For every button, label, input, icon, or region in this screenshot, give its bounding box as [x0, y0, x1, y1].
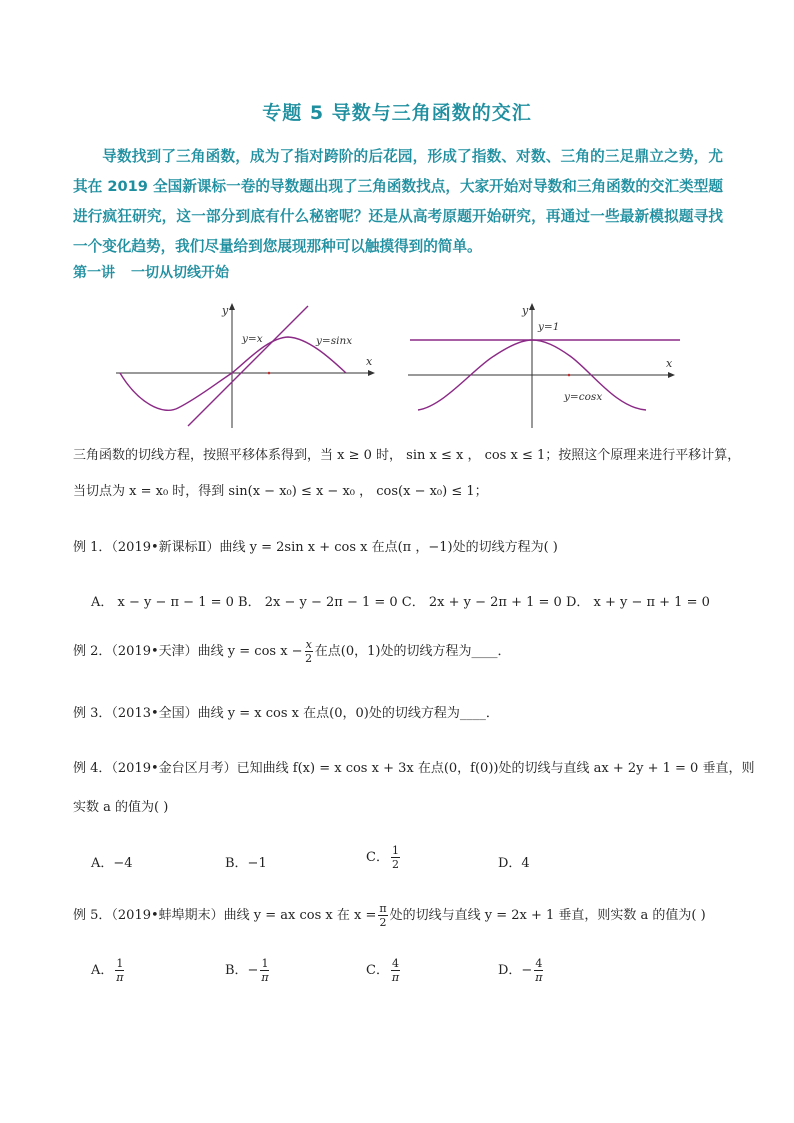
example-2-stem — [73, 638, 510, 665]
tangent-line — [188, 306, 308, 426]
example-1-stem: 例 1．（2019•新课标Ⅱ）曲线 y = 2sin x + cos x 在点(π ，−1)处的切线方程为( ) — [73, 540, 558, 555]
x-axis-label: x — [666, 357, 673, 370]
line-label: y=x — [242, 333, 263, 345]
y-axis-label: y — [222, 304, 229, 317]
example-4-option-a: A．−4 — [91, 856, 133, 871]
figure-sin-tangent — [108, 298, 380, 430]
example-5-stem — [73, 902, 706, 929]
fraction — [391, 844, 400, 871]
example-4-line-2: 实数 a 的值为( ) — [73, 800, 169, 815]
example-2-after: 在点(0，1)处的切线方程为____． — [314, 644, 511, 659]
example-5-option-a — [91, 957, 126, 984]
axis-point-marker — [568, 374, 571, 377]
option-label: C． — [366, 963, 389, 978]
example-3-stem: 例 3．（2013•全国）曲线 y = x cos x 在点(0，0)处的切线方程为____． — [73, 706, 499, 721]
fraction — [115, 957, 124, 984]
fraction-denominator: 2 — [391, 858, 399, 871]
example-2-before: 例 2．（2019•天津）曲线 y = cos x − — [73, 644, 303, 659]
fraction — [391, 957, 400, 984]
tangent-rule-line-2: 当切点为 x = x₀ 时，得到 sin(x − x₀) ≤ x − x₀ ， cos(x − x₀) ≤ 1； — [73, 484, 488, 499]
example-5-before: 例 5．（2019•蚌埠期末）曲线 y = ax cos x 在 x = — [73, 908, 377, 923]
fraction-denominator: 2 — [305, 652, 313, 665]
line-label: y=1 — [538, 321, 560, 333]
page-title: 专题 5 导数与三角函数的交汇 — [262, 102, 532, 124]
example-5-option-b — [225, 957, 271, 984]
axis-point-marker — [268, 372, 271, 375]
example-4-line-1: 例 4．（2019•金台区月考）已知曲线 f(x) = x cos x + 3x 在点(0，f(0))处的切线与直线 ax + 2y + 1 = 0 垂直，则 — [73, 761, 755, 776]
fraction-numerator: 4 — [535, 957, 543, 970]
fraction-denominator: π — [116, 971, 124, 984]
option-label: D．− — [498, 963, 533, 978]
fraction-denominator: π — [535, 971, 543, 984]
fraction-denominator: 2 — [379, 916, 387, 929]
option-label: A． — [91, 963, 114, 978]
fraction-denominator: π — [261, 971, 269, 984]
option-label: B．− — [225, 963, 259, 978]
lecture-name: 一切从切线开始 — [131, 265, 229, 281]
fraction-numerator: 1 — [261, 957, 269, 970]
example-5-option-d — [498, 957, 545, 984]
example-4-option-c — [366, 844, 402, 871]
fraction — [534, 957, 543, 984]
curve-label: y=sinx — [316, 335, 353, 347]
fraction-numerator: 4 — [391, 957, 399, 970]
sin-curve — [120, 337, 346, 410]
example-4-option-d: D．4 — [498, 856, 530, 871]
curve-label: y=cosx — [564, 391, 603, 403]
fraction-numerator: 1 — [391, 844, 399, 857]
fraction-denominator: π — [391, 971, 400, 984]
example-1-options: A． x − y − π − 1 = 0 B． 2x − y − 2π − 1 = 0 C． 2x + y − 2π + 1 = 0 D． x + y − π + 1 = 0 — [91, 595, 710, 610]
example-5-option-c — [366, 957, 402, 984]
example-5-after: 处的切线与直线 y = 2x + 1 垂直，则实数 a 的值为( ) — [389, 908, 706, 923]
option-label: C． — [366, 850, 389, 865]
lecture-heading — [73, 262, 229, 282]
tangent-rule-line-1: 三角函数的切线方程，按照平移体系得到，当 x ≥ 0 时， sin x ≤ x ， cos x ≤ 1；按照这个原理来进行平移计算， — [73, 448, 741, 463]
example-4-option-b: B．−1 — [225, 856, 267, 871]
fraction — [305, 638, 313, 665]
y-axis-label: y — [522, 304, 529, 317]
fraction-numerator: π — [379, 902, 387, 915]
x-axis-label: x — [366, 355, 373, 368]
figure-cos-tangent — [404, 298, 680, 430]
fraction-numerator: 1 — [116, 957, 124, 970]
intro-text: 导数找到了三角函数，成为了指对跨阶的后花园，形成了指数、对数、三角的三足鼎立之势，尤其在 2019 全国新课标一卷的导数题出现了三角函数找点，大家开始对导数和三角函数的交汇类型题进行疯狂研究，这一部分到底有什么秘密呢？还是从高考原题开始研究，再通过一些最新模拟题寻找一个变化趋势，我们尽量给到您展现那种可以触摸得到的简单。 — [73, 148, 723, 255]
intro-paragraph — [73, 142, 723, 262]
lecture-label: 第一讲 — [73, 265, 115, 281]
fraction — [378, 902, 387, 929]
fraction — [260, 957, 269, 984]
fraction-numerator: x — [305, 638, 312, 651]
